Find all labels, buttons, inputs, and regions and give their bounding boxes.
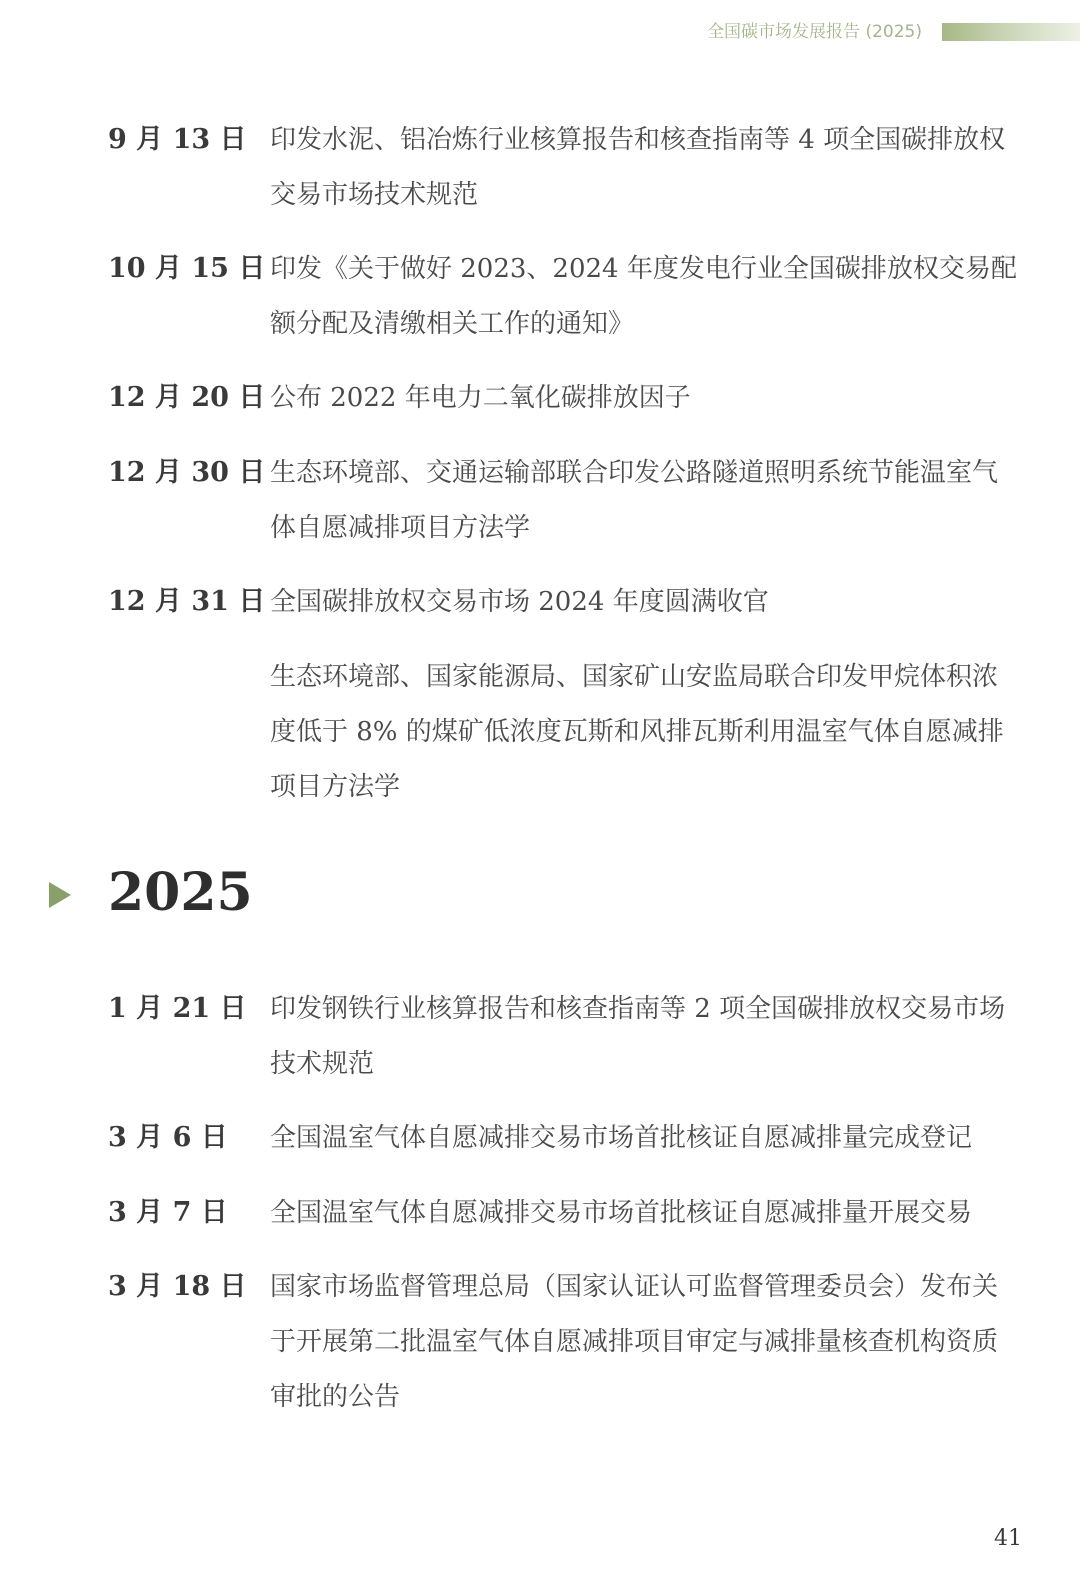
- entry-text: 公布 2022 年电力二氧化碳排放因子: [270, 383, 691, 413]
- entry-date: 9 月 13 日: [108, 124, 247, 155]
- entry-date: 12 月 31 日: [108, 586, 266, 617]
- entry-text: 生态环境部、交通运输部联合印发公路隧道照明系统节能温室气体自愿减排项目方法学: [270, 458, 999, 543]
- year-title: 2025: [108, 862, 253, 923]
- entry-text: 印发《关于做好 2023、2024 年度发电行业全国碳排放权交易配额分配及清缴相关工作的通知》: [270, 254, 1017, 339]
- entry-date: 3 月 6 日: [108, 1122, 228, 1153]
- entry-text: 生态环境部、国家能源局、国家矿山安监局联合印发甲烷体积浓度低于 8% 的煤矿低浓度瓦斯和风排瓦斯利用温室气体自愿减排项目方法学: [270, 662, 1004, 802]
- year-heading: [0, 860, 1080, 930]
- page-header: [0, 20, 1080, 44]
- entry-date: 10 月 15 日: [108, 253, 266, 284]
- header-title: 全国碳市场发展报告 (2025): [707, 22, 922, 42]
- header-decorative-bar: [942, 23, 1080, 41]
- entry-text: 全国温室气体自愿减排交易市场首批核证自愿减排量开展交易: [270, 1198, 973, 1228]
- entry-date: 1 月 21 日: [108, 993, 247, 1024]
- entry-text: 国家市场监督管理总局（国家认证认可监督管理委员会）发布关于开展第二批温室气体自愿减排项目审定与减排量核查机构资质审批的公告: [270, 1272, 999, 1412]
- entry-text: 全国温室气体自愿减排交易市场首批核证自愿减排量完成登记: [270, 1123, 973, 1153]
- entry-text: 印发水泥、铝冶炼行业核算报告和核查指南等 4 项全国碳排放权交易市场技术规范: [270, 125, 1006, 210]
- page-number: 41: [994, 1526, 1022, 1551]
- entry-text: 全国碳排放权交易市场 2024 年度圆满收官: [270, 587, 769, 617]
- entry-date: 3 月 18 日: [108, 1271, 247, 1302]
- triangle-arrow-icon: [49, 882, 71, 908]
- entry-date: 12 月 20 日: [108, 382, 266, 413]
- entry-text: 印发钢铁行业核算报告和核查指南等 2 项全国碳排放权交易市场技术规范: [270, 994, 1006, 1079]
- entry-date: 3 月 7 日: [108, 1197, 228, 1228]
- entry-date: 12 月 30 日: [108, 457, 266, 488]
